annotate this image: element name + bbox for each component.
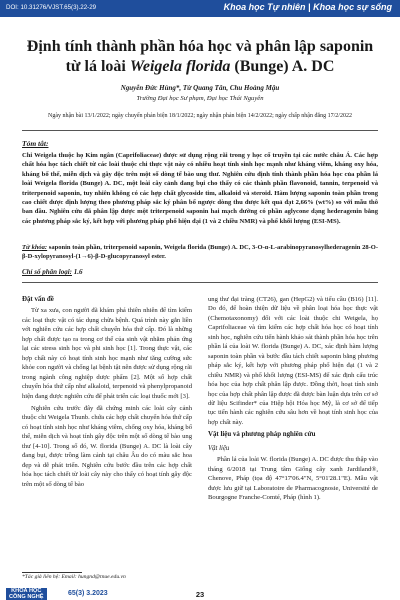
affiliation: Trường Đại học Sư phạm, Đại học Thái Nguyên bbox=[136, 95, 264, 102]
article-title bbox=[20, 37, 380, 77]
keywords-label: Từ khóa: bbox=[22, 244, 48, 251]
submission-dates: Ngày nhận bài 13/1/2022; ngày chuyển phản biện 18/1/2022; ngày nhận phản biện 14/2/2022; ngày chấp nhận đăng 17/2/2022 bbox=[48, 113, 352, 119]
classification bbox=[22, 268, 83, 276]
paragraph: Phần lá của loài W. florida (Bunge) A. DC được thu thập vào tháng 6/2018 tại Trung tâm Giống cây xanh Jardiland®, Chenove, Pháp (tọa độ 47°17'06.4"N, 5°01'28.1"E). Mẫu vật được lưu giữ tại Laboratoire de Pharmacognosie, Université de Bourgogne Franche-Comté, Pháp (hình 1). bbox=[208, 456, 378, 502]
classification-label: Chỉ số phân loại: bbox=[22, 268, 72, 276]
doi-text: DOI: 10.31276/VJST.65(3).22-29 bbox=[6, 4, 97, 11]
methods-heading: Vật liệu và phương pháp nghiên cứu bbox=[208, 431, 316, 439]
abstract-top-rule bbox=[22, 130, 378, 131]
section-label: Khoa học Tự nhiên | Khoa học sự sống bbox=[223, 2, 392, 12]
materials-heading: Vật liệu bbox=[208, 444, 230, 452]
page-footer bbox=[0, 588, 400, 600]
body-column-left bbox=[22, 295, 192, 492]
abstract-bottom-rule bbox=[22, 282, 378, 283]
paragraph: ung thư đại tràng (CT26), gan (HepG2) và tiểu cầu (B16) [11]. Do đó, để hoàn thiện dữ liệu về phân loại hóa học thực vật (Chemotaxonomy) đối với các loài thuộc chi Weigela, họ Caprifoliaceae và tìm kiếm các hợp chất hóa học có hoạt tính sinh học, nghiên cứu tiến hành khảo sát thành phần hóa học trên phần lá của loài W. florida (Bunge) A. DC, xác định hàm lượng saponin toàn phần và bước đầu tách chiết saponin bằng phương pháp sắc ký, kết hợp với phương pháp phổ hiện đại (1 và 2 chiều NMR) và phổ khối lượng (ESI-MS) để xác định cấu trúc hóa học của hợp chất phân lập được. Đồng thời, hoạt tính sinh học của hợp chất phân lập được đã được bàn luận dựa trên cơ sở dữ liệu Scifinder* của Hiệp hội Hóa học Mỹ, là cơ sở để tiếp tục tiến hành các nghiên cứu sâu hơn về hoạt tính sinh học của hợp chất này. bbox=[208, 296, 378, 426]
body-column-right bbox=[208, 295, 378, 506]
paragraph: Nghiên cứu trước đây đã chứng minh các loài cây cảnh thuộc chi Weigela Thunb. chứa các hợp chất chuyển hóa thứ cấp có hoạt tính sinh học như kháng viêm, chống oxy hóa, kháng bổ thể, miễn dịch và hoạt tính gây độc trên một số dòng tế bào ung thư [4-10]. Trong số đó, W. florida (Bunge) A. DC là loài cây đang bụi, được trồng làm cảnh tại châu Âu do có màu sắc hoa đẹp và dễ phát triển. Nghiên cứu bước đầu trên các hợp chất hóa học tách chiết từ loài cây này cho thấy có hoạt tính gây độc trên một số dòng tế bào bbox=[22, 404, 192, 488]
title-species: Weigela florida bbox=[129, 58, 231, 75]
paragraph: Từ xa xưa, con người đã khám phá thiên nhiên để tìm kiếm các loại thực vật có tác dụng chữa bệnh. Quá trình này gắn liền với nghiên cứu các hợp chất chuyển hóa thứ cấp. Đó là những hợp chất được tạo ra trong cơ thể của sinh vật nhằm phản ứng lại các stress sinh học và phi sinh học [1]. Trong thực vật, các hợp chất này có hoạt tính sinh học mạnh như tăng cường sức khỏe con người và chống lại bệnh tật nên được sử dụng rộng rãi trong ngành công nghiệp dược phẩm [2]. Một số hợp chất chuyển hóa thứ cấp như alkaloid, terpenoid và phenylpropanoid hiện đang được nghiên cứu để phát triển các loại thuốc mới [3]. bbox=[22, 307, 192, 400]
logo-line2: CÔNG NGHỆ bbox=[9, 594, 44, 600]
abstract-label: Tóm tắt: bbox=[22, 139, 49, 148]
keywords bbox=[22, 243, 378, 261]
title-part1: Định tính thành phần hóa học và phân lập saponin từ lá loài bbox=[26, 38, 374, 75]
footnote-rule bbox=[22, 572, 82, 573]
abstract-text: Chi Weigela thuộc họ Kim ngân (Caprifoliaceae) được sử dụng rộng rãi trong y học cổ truyền tại các nước châu Á. Các hợp chất hóa học tách chiết từ các loài thuộc chi thực vật này có nhiều hoạt tính sinh học mạnh như kháng viêm, kháng oxy hóa, kháng bổ thể, miễn dịch và gây độc trên một số dòng tế bào ung thư. Nghiên cứu định tính thành phần hóa học của phần lá loài Weigela florida (Bunge) A. DC, một loài cây cảnh đang bụi cho thấy có các thành phần flavonoid, tannin, terpenoid và triterpenoid saponin, tuy nhiên không có các hợp chất glycoside tim, alkaloid và steroid. Hàm lượng saponin toàn phần trong cao chiết được định lượng theo phương pháp sắc ký phân bố ngược dòng thu được kết quả đạt 2,66% (wt%) so với mẫu thô ban đầu. Nghiên cứu đã phân lập được một triterpenoid saponin hai mạch đường có phần aglycone dạng hederagenin bằng các phương pháp sắc ký, kết hợp với phương pháp phổ hiện đại (1 và 2 chiều NMR) và phổ khối lượng (ESI-MS). bbox=[22, 152, 378, 225]
authors: Nguyễn Đức Hùng*, Từ Quang Tân, Chu Hoàng Mậu bbox=[120, 84, 280, 92]
page-header bbox=[0, 0, 400, 17]
issue-info: 65(3) 3.2023 bbox=[68, 590, 108, 597]
keywords-text: saponin toàn phần, triterpenoid saponin, Weigela florida (Bunge) A. DC, 3-O-α-L-arabinopyranosylhederagenin 28-O-β-D-xylopyranosyl-(1→6)-β-D-glucopyranosyl ester. bbox=[22, 244, 378, 261]
classification-value: 1.6 bbox=[72, 268, 83, 276]
intro-heading: Đặt vấn đề bbox=[22, 296, 54, 303]
footnote: *Tác giả liên hệ: Email: hungnd@tnue.edu.vn bbox=[22, 574, 126, 580]
title-part2: (Bunge) A. DC bbox=[230, 58, 335, 75]
logo-line1: KHOA HỌC bbox=[11, 588, 42, 594]
page-number: 23 bbox=[195, 590, 205, 599]
